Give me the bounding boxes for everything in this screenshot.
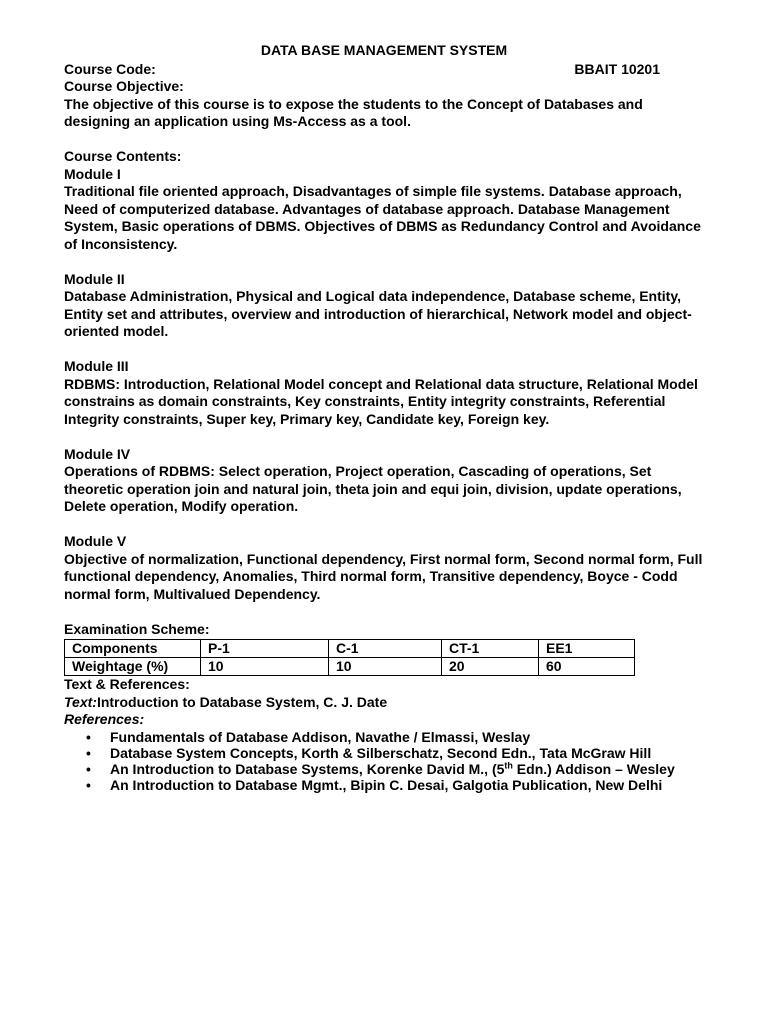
module-5 [64,533,704,603]
reference-text: An Introduction to Database Systems, Korenke David M., (5 [110,760,505,777]
table-cell: Weightage (%) [65,658,201,676]
table-row [65,640,635,658]
table-cell: C-1 [329,640,442,658]
text-prefix: Text: [64,693,97,710]
module-title: Module V [64,533,127,549]
page-title: DATA BASE MANAGEMENT SYSTEM [260,42,508,58]
course-objective-label: Course Objective: [64,78,184,94]
exam-scheme-table [64,639,635,676]
course-code-row [64,61,704,79]
bullet-icon: • [86,776,91,793]
reference-text: An Introduction to Database Mgmt., Bipin C. Desai, Galgotia Publication, New Delhi [110,776,663,793]
references-label: References: [64,711,145,727]
module-text: Objective of normalization, Functional dependency, First normal form, Second normal form, Full functional dependency, Anomalies, Third normal form, Transitive dependency, Boyce - Codd normal form, Multivalued Dependency. [64,550,703,602]
table-cell: CT-1 [442,640,539,658]
reference-text: Fundamentals of Database Addison, Navathe / Elmassi, Weslay [110,728,531,745]
list-item [86,777,704,793]
table-cell: 10 [329,658,442,676]
module-3 [64,358,704,428]
document-page [64,42,704,793]
table-row [65,658,635,676]
text-book: Introduction to Database System, C. J. Date [96,693,388,710]
course-objective-text: The objective of this course is to expose the students to the Concept of Databases and designing an application using Ms-Access as a tool. [64,95,643,129]
table-cell: 20 [442,658,539,676]
superscript: th [504,759,513,770]
text-references-label: Text & References: [64,676,190,692]
bullet-icon: • [86,728,91,745]
course-code-value: BBAIT 10201 [574,60,660,77]
text-book-line [64,694,704,712]
course-contents-label: Course Contents: [64,148,182,164]
course-code-label: Course Code: [64,60,156,77]
module-text: RDBMS: Introduction, Relational Model concept and Relational data structure, Relational Model constrains as domain constraints, Key constraints, Entity integrity constraints, Referential Integrity constraints, Super key, Primary key, Candidate key, Foreign key. [64,375,698,427]
table-cell: P-1 [201,640,329,658]
module-title: Module III [64,358,129,374]
table-cell: EE1 [539,640,635,658]
module-title: Module IV [64,445,131,462]
module-1 [64,166,704,254]
table-cell: 10 [201,658,329,676]
module-2 [64,271,704,341]
reference-text: Database System Concepts, Korth & Silberschatz, Second Edn., Tata McGraw Hill [110,744,652,761]
module-4 [64,446,704,516]
module-text: Traditional file oriented approach, Disadvantages of simple file systems. Database approach, Need of computerized database. Advantages of database approach. Database Management System, Basic operations of DBMS. Objectives of DBMS as Redundancy Control and Avoidance of Inconsistency. [64,183,701,252]
bullet-icon: • [86,760,91,777]
table-cell: 60 [539,658,635,676]
module-title: Module II [64,270,125,287]
exam-scheme-label: Examination Scheme: [64,620,210,637]
reference-text-tail: Edn.) Addison – Wesley [512,760,675,777]
bullet-icon: • [86,744,91,761]
table-cell: Components [65,640,201,658]
list-item [86,729,704,745]
references-list [64,729,704,793]
list-item [86,761,704,777]
module-text: Database Administration, Physical and Logical data independence, Database scheme, Entity, Entity set and attributes, overview and introduction of hierarchical, Network model and object-oriented model. [64,288,692,339]
module-title: Module I [64,165,121,182]
list-item [86,745,704,761]
module-text: Operations of RDBMS: Select operation, Project operation, Cascading of operations, Set theoretic operation join and natural join, theta join and equi join, division, update operations, Delete operation, Modify operation. [64,463,682,514]
